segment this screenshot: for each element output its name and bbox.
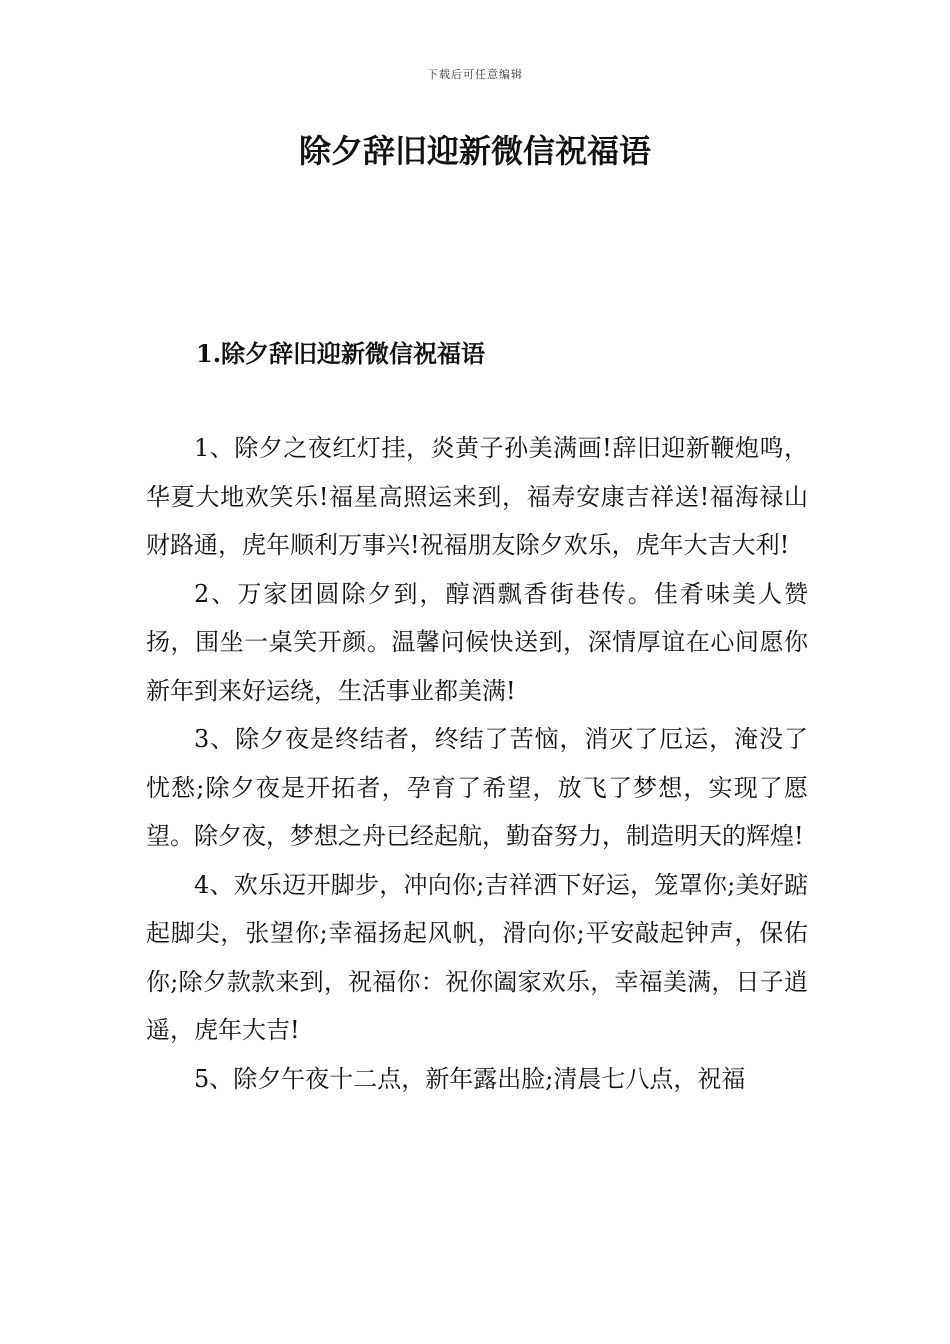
paragraph-1: 1、除夕之夜红灯挂，炎黄子孙美满画!辞旧迎新鞭炮鸣，华夏大地欢笑乐!福星高照运来到，福寿安康吉祥送!福海禄山财路通，虎年顺利万事兴!祝福朋友除夕欢乐，虎年大吉大利! (146, 434, 808, 559)
section-heading: 1.除夕辞旧迎新微信祝福语 (196, 339, 486, 368)
paragraph-5: 5、除夕午夜十二点，新年露出脸;清晨七八点，祝福 (194, 1064, 746, 1093)
document-title: 除夕辞旧迎新微信祝福语 (298, 132, 651, 170)
paragraph-3: 3、除夕夜是终结者，终结了苦恼，消灭了厄运，淹没了忧愁;除夕夜是开拓者，孕育了希望，放飞了梦想，实现了愿望。除夕夜，梦想之舟已经起航，勤奋努力，制造明天的辉煌! (146, 725, 808, 850)
header-note: 下载后可任意编辑 (427, 68, 523, 81)
paragraph-4: 4、欢乐迈开脚步，冲向你;吉祥洒下好运，笼罩你;美好踮起脚尖，张望你;幸福扬起风帆，滑向你;平安敲起钟声，保佑你;除夕款款来到，祝福你：祝你阖家欢乐，幸福美满，日子逍遥，虎年大吉! (146, 870, 808, 1044)
paragraph-2: 2、万家团圆除夕到，醇酒飘香街巷传。佳肴味美人赞扬，围坐一桌笑开颜。温馨问候快送到，深情厚谊在心间愿你新年到来好运绕，生活事业都美满! (146, 579, 808, 705)
body-text (146, 424, 808, 1103)
